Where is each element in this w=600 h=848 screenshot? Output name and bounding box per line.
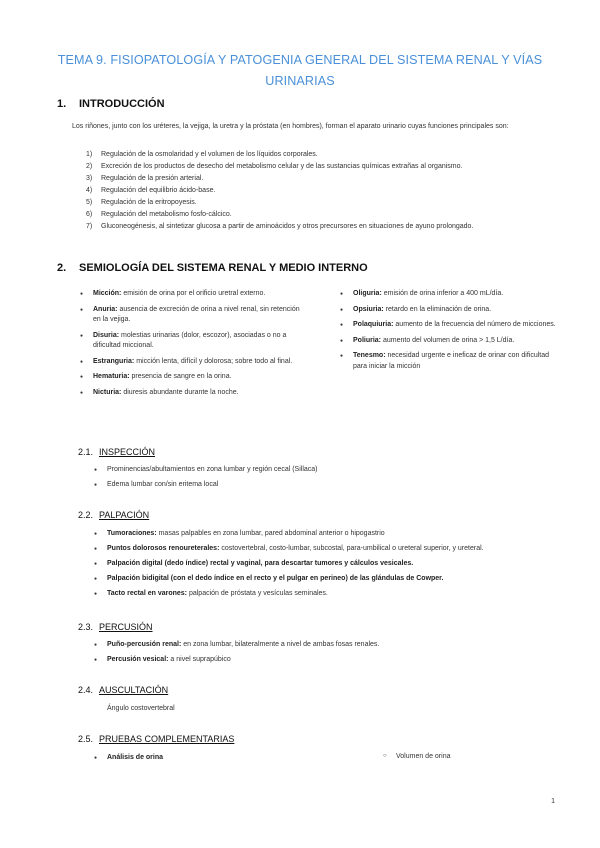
term-item (340, 305, 558, 316)
tests-list (94, 753, 574, 768)
item-text: costovertebral, costo-lumbar, subcostal, para-umbilical o ureteral superior, y ureteral. (219, 545, 484, 552)
term-item (80, 388, 300, 399)
item-number: 1) (86, 151, 93, 158)
term-item (80, 372, 300, 383)
palpation-list (94, 529, 574, 604)
term-name: Tenesmo: (353, 352, 386, 359)
subsection-2-5-heading (78, 734, 234, 744)
item-text: masas palpables en zona lumbar, pared abdominal anterior o hipogastrio (156, 530, 385, 537)
term-definition: necesidad urgente e ineficaz de orinar con dificultad para iniciar la micción (353, 352, 549, 370)
term-name: Micción: (93, 290, 122, 297)
subsection-title: INSPECCIÓN (99, 447, 156, 457)
term-name: Oliguria: (353, 290, 382, 297)
section-number: 1. (57, 98, 67, 110)
term-definition: aumento del volumen de orina > 1,5 L/día. (382, 336, 515, 344)
list-item (94, 544, 574, 559)
term-definition: ausencia de excreción de orina a nivel renal, sin retención en la vejiga. (93, 305, 300, 323)
list-item (86, 161, 556, 173)
term-definition: presencia de sangre en la orina. (131, 373, 232, 380)
term-definition: emisión de orina por el orificio uretral externo. (123, 290, 266, 297)
term-item (80, 331, 300, 352)
percussion-list (94, 640, 574, 670)
subsection-number: 2.3. (78, 622, 94, 632)
item-text: a nivel suprapúbico (168, 656, 231, 663)
list-item (86, 197, 556, 209)
term-definition: micción lenta, difícil y dolorosa; sobre todo al final. (136, 357, 293, 365)
list-item (94, 655, 574, 670)
list-item (86, 185, 556, 197)
functions-list (86, 149, 556, 233)
term-name: Disuria: (93, 331, 120, 339)
subsection-number: 2.1. (78, 447, 94, 457)
list-item (94, 589, 574, 604)
item-text: Excreción de los productos de desecho del metabolismo celular y de las sustancias químicas extrañas al organismo. (101, 163, 463, 170)
item-text: Regulación del metabolismo fosfo-cálcico. (101, 211, 232, 218)
term-name: Nicturia: (93, 388, 122, 396)
item-text: Gluconeogénesis, al sintetizar glucosa a partir de aminoácidos y otros precursores en situaciones de ayuno prolongado. (101, 223, 474, 230)
term-definition: diuresis abundante durante la noche. (123, 388, 239, 396)
section-title: INTRODUCCIÓN (79, 98, 165, 110)
term-item (340, 289, 558, 300)
list-item (94, 574, 574, 589)
section-number: 2. (57, 262, 67, 274)
subsection-title: PERCUSIÓN (99, 622, 153, 632)
subsection-title: AUSCULTACIÓN (99, 685, 169, 695)
term-item (340, 320, 558, 331)
item-text: Regulación del equilibrio ácido-base. (101, 187, 216, 194)
term-name: Poliuria: (353, 336, 382, 344)
term-name: Anuria: (93, 305, 118, 313)
item-text: Regulación de la eritropoyesis. (101, 199, 197, 206)
inspection-list (94, 465, 574, 495)
subsection-number: 2.2. (78, 510, 94, 520)
list-item: ● Edema lumbar con/sin eritema local (94, 480, 574, 495)
sub-list-item: ○ Volumen de orina (383, 753, 450, 760)
item-text: Regulación de la osmolaridad y el volumen de los líquidos corporales. (101, 151, 318, 158)
item-number: 2) (86, 163, 93, 170)
list-item (94, 559, 574, 574)
term-definition: retardo en la eliminación de orina. (385, 305, 492, 313)
item-number: 5) (86, 199, 93, 206)
term-definition: aumento de la frecuencia del número de micciones. (395, 321, 556, 328)
intro-paragraph: Los riñones, junto con los uréteres, la vejiga, la uretra y la próstata (en hombres), forman el aparato urinario cuyas funciones principales son: (72, 123, 509, 130)
item-number: 7) (86, 223, 93, 230)
item-text: en zona lumbar, bilateralmente a nivel de ambas fosas renales. (181, 641, 380, 648)
list-item (86, 173, 556, 185)
subsection-2-1-heading (78, 447, 155, 457)
term-definition: emisión de orina inferior a 400 mL/día. (383, 290, 504, 297)
list-item (86, 209, 556, 221)
item-number: 4) (86, 187, 93, 194)
semiology-left-column (80, 289, 300, 403)
item-term: Palpación digital (dedo índice) rectal y vaginal, para descartar tumores y cálculos vesicales. (107, 560, 414, 567)
subsection-2-4-heading (78, 685, 168, 695)
section-2-heading (57, 262, 368, 274)
term-name: Hematuria: (93, 373, 130, 380)
list-item (94, 529, 574, 544)
page-number: 1 (551, 798, 555, 805)
list-item (86, 149, 556, 161)
term-definition: molestias urinarias (dolor, escozor), asociadas o no a dificultad miccional. (93, 331, 287, 349)
item-number: 6) (86, 211, 93, 218)
subsection-title: PRUEBAS COMPLEMENTARIAS (99, 734, 235, 744)
item-term: Palpación bidigital (con el dedo índice en el recto y el pulgar en perineo) de las glándulas de Cowper. (107, 575, 444, 582)
section-1-heading (57, 98, 165, 110)
term-name: Estranguria: (93, 357, 135, 365)
term-item (340, 351, 558, 372)
item-term: Puño-percusión renal: (107, 641, 182, 648)
document-title: TEMA 9. FISIOPATOLOGÍA Y PATOGENIA GENERAL DEL SISTEMA RENAL Y VÍAS URINARIAS (57, 53, 543, 88)
subsection-2-3-heading (78, 622, 153, 632)
section-title: SEMIOLOGÍA DEL SISTEMA RENAL Y MEDIO INTERNO (79, 262, 368, 274)
subsection-number: 2.4. (78, 685, 94, 695)
auscultation-text: Ángulo costovertebral (107, 705, 175, 712)
item-number: 3) (86, 175, 93, 182)
subsection-2-2-heading (78, 510, 149, 520)
term-item (80, 289, 300, 300)
list-item (94, 640, 574, 655)
list-item (94, 753, 574, 768)
semiology-right-column (340, 289, 558, 377)
subsection-title: PALPACIÓN (99, 510, 150, 520)
item-text: palpación de próstata y vesículas seminales. (187, 590, 328, 597)
item-term: Análisis de orina (107, 754, 164, 761)
term-item (80, 305, 300, 326)
list-item (86, 221, 556, 233)
item-text: Regulación de la presión arterial. (101, 175, 204, 182)
subsection-number: 2.5. (78, 734, 94, 744)
item-term: Tacto rectal en varones: (107, 590, 188, 597)
term-item (340, 336, 558, 347)
term-item (80, 357, 300, 368)
list-item: ● Prominencias/abultamientos en zona lumbar y región cecal (Sillaca) (94, 465, 574, 480)
item-term: Puntos dolorosos renoureterales: (107, 545, 220, 552)
item-term: Tumoraciones: (107, 530, 157, 537)
item-term: Percusión vesical: (107, 656, 169, 663)
term-name: Opsiuria: (353, 305, 384, 313)
term-name: Polaquiuria: (353, 321, 394, 328)
